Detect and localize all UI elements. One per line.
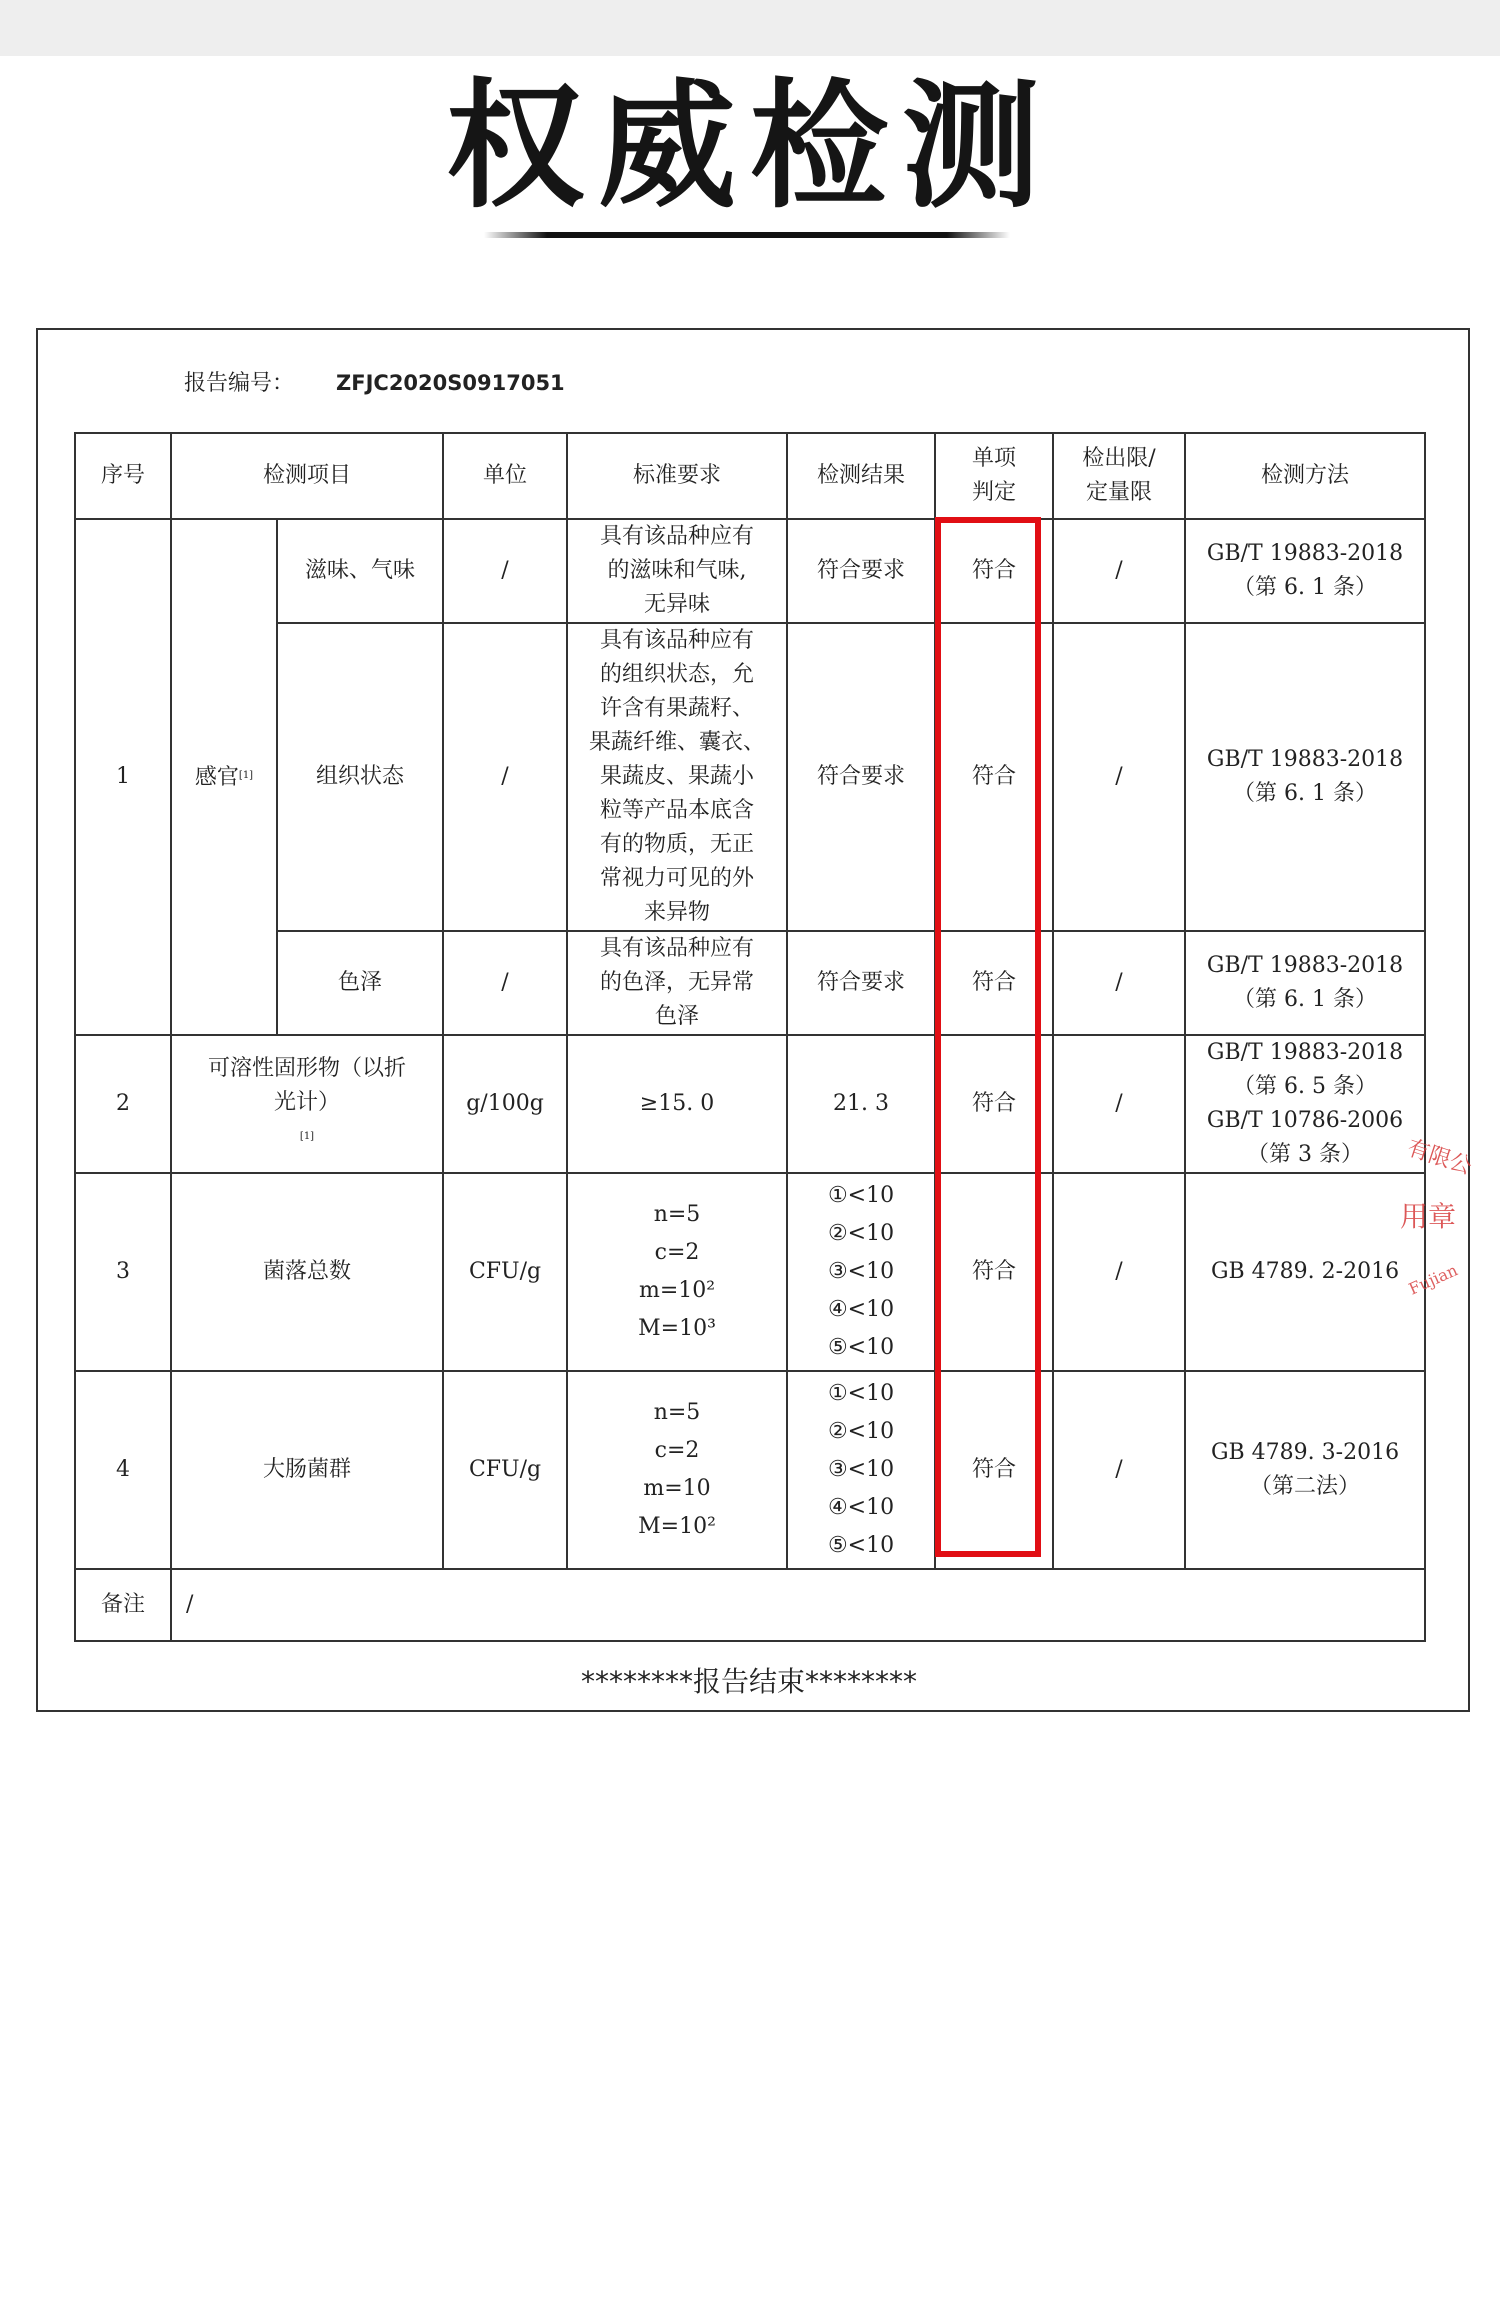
judgement-cell: 符合 [935, 931, 1053, 1035]
table-row [75, 1035, 1425, 1173]
table-header-row [75, 433, 1425, 519]
stamp-text-middle: 用章 [1400, 1200, 1457, 1233]
standard-cell: ≥15. 0 [567, 1035, 787, 1173]
unit-cell: CFU/g [443, 1371, 567, 1569]
table-row [75, 1173, 1425, 1371]
limit-cell: / [1053, 623, 1185, 931]
item-name: 组织状态 [277, 623, 443, 931]
judgement-cell: 符合 [935, 1371, 1053, 1569]
row-index: 3 [75, 1173, 171, 1371]
remarks-value: / [171, 1569, 1425, 1641]
result-cell: 符合要求 [787, 519, 935, 623]
item-name: 滋味、气味 [277, 519, 443, 623]
limit-cell: / [1053, 1371, 1185, 1569]
header-result: 检测结果 [787, 433, 935, 519]
judgement-cell: 符合 [935, 1035, 1053, 1173]
item-name: 大肠菌群 [171, 1371, 443, 1569]
method-cell: GB/T 19883-2018 （第 6. 1 条） [1185, 623, 1425, 931]
limit-cell: / [1053, 519, 1185, 623]
header-unit: 单位 [443, 433, 567, 519]
standard-cell: n=5 c=2 m=10 M=10² [567, 1371, 787, 1569]
judgement-cell: 符合 [935, 623, 1053, 931]
method-cell: GB/T 19883-2018 （第 6. 1 条） [1185, 931, 1425, 1035]
header-index: 序号 [75, 433, 171, 519]
limit-cell: / [1053, 1035, 1185, 1173]
header-standard: 标准要求 [567, 433, 787, 519]
unit-cell: / [443, 623, 567, 931]
result-cell: 符合要求 [787, 623, 935, 931]
results-table [74, 432, 1426, 1642]
row-index: 4 [75, 1371, 171, 1569]
result-cell: 21. 3 [787, 1035, 935, 1173]
limit-cell: / [1053, 931, 1185, 1035]
result-cell: ①<10 ②<10 ③<10 ④<10 ⑤<10 [787, 1173, 935, 1371]
item-name: 可溶性固形物（以折 光计） [1] [171, 1035, 443, 1173]
row-index: 2 [75, 1035, 171, 1173]
table-row [75, 1371, 1425, 1569]
page-title: 权威检测 [445, 66, 1054, 227]
top-bar [0, 0, 1500, 56]
end-divider [526, 1640, 972, 1642]
unit-cell: g/100g [443, 1035, 567, 1173]
standard-cell: 具有该品种应有 的色泽，无异常 色泽 [567, 931, 787, 1035]
report-end-text: ********报告结束******** [580, 1665, 917, 1698]
header-limit: 检出限/ 定量限 [1053, 433, 1185, 519]
row-index: 1 [75, 519, 171, 1035]
remarks-row [75, 1569, 1425, 1641]
method-cell: GB 4789. 2-2016 [1185, 1173, 1425, 1371]
judgement-cell: 符合 [935, 519, 1053, 623]
table-row [75, 623, 1425, 931]
remarks-label: 备注 [75, 1569, 171, 1641]
report-number [184, 366, 565, 397]
stamp-text-top: 有限公 [1404, 1135, 1475, 1180]
result-cell: ①<10 ②<10 ③<10 ④<10 ⑤<10 [787, 1371, 935, 1569]
title-underline [484, 232, 1010, 238]
result-cell: 符合要求 [787, 931, 935, 1035]
standard-cell: 具有该品种应有 的滋味和气味, 无异味 [567, 519, 787, 623]
limit-cell: / [1053, 1173, 1185, 1371]
stamp-text-bottom: Fujian [1405, 1260, 1461, 1299]
header-judgement: 单项 判定 [935, 433, 1053, 519]
header-item: 检测项目 [171, 433, 443, 519]
report-number-value: ZFJC2020S0917051 [336, 371, 565, 395]
header-method: 检测方法 [1185, 433, 1425, 519]
standard-cell: 具有该品种应有 的组织状态，允 许含有果蔬籽、 果蔬纤维、囊衣、 果蔬皮、果蔬小 粒等产品本底含 有的物质，无正 常视力可见的外 来异物 [567, 623, 787, 931]
sensory-group: 感官[1] [171, 519, 277, 1035]
judgement-cell: 符合 [935, 1173, 1053, 1371]
unit-cell: CFU/g [443, 1173, 567, 1371]
table-row [75, 931, 1425, 1035]
report-number-label: 报告编号： [184, 371, 295, 396]
standard-cell: n=5 c=2 m=10² M=10³ [567, 1173, 787, 1371]
item-name: 色泽 [277, 931, 443, 1035]
unit-cell: / [443, 519, 567, 623]
method-cell: GB 4789. 3-2016 （第二法） [1185, 1371, 1425, 1569]
unit-cell: / [443, 931, 567, 1035]
item-name: 菌落总数 [171, 1173, 443, 1371]
method-cell: GB/T 19883-2018 （第 6. 1 条） [1185, 519, 1425, 623]
method-cell: GB/T 19883-2018 （第 6. 5 条） GB/T 10786-2006 （第 3 条） [1185, 1035, 1425, 1173]
table-row [75, 519, 1425, 623]
